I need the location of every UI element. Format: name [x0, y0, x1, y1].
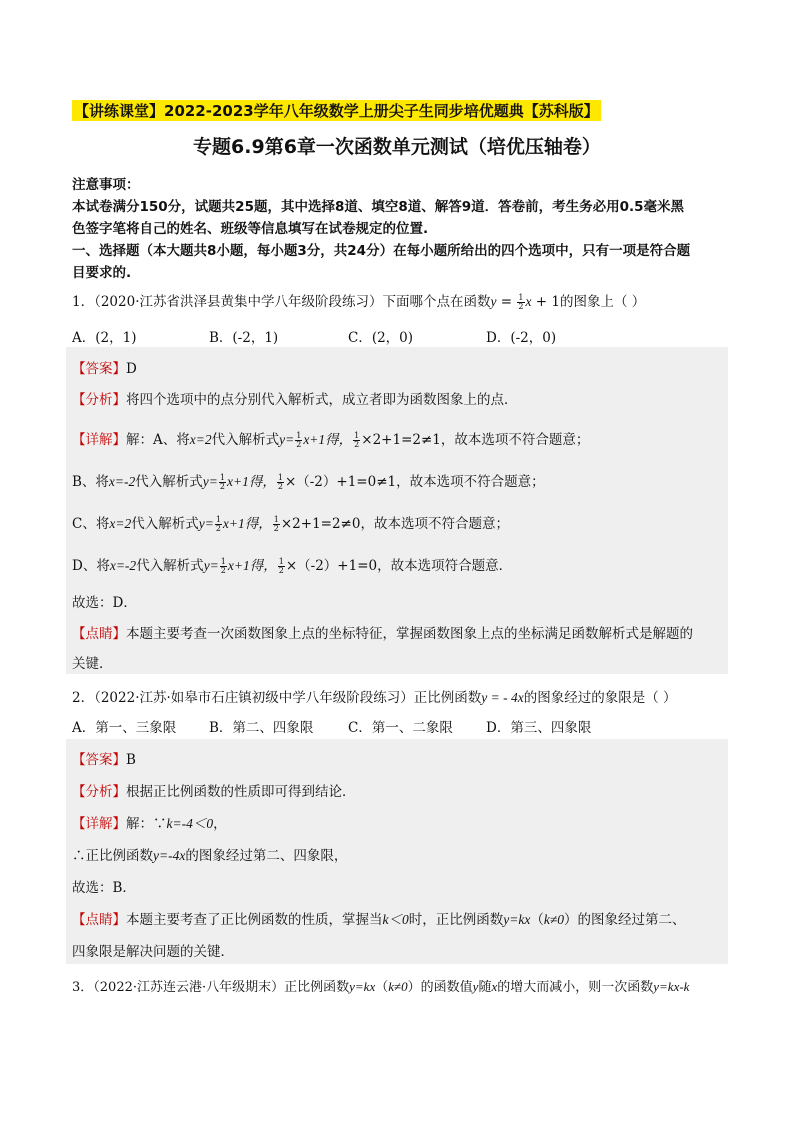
detail-fraction: [219, 474, 226, 491]
detail-text: ×（-2）+1=0≠1，故本选项不符合题意；: [284, 474, 545, 490]
detail-fraction: [273, 516, 280, 533]
comment-tag: 【点睛】: [72, 626, 126, 642]
detail-text: D、将: [72, 558, 110, 574]
q1-fn-x: x: [525, 294, 532, 309]
q3-stem-math: x: [491, 979, 498, 994]
detail-math: x+1得，: [227, 558, 277, 573]
detail-fraction: [277, 474, 284, 491]
fraction-numerator: 1: [296, 431, 302, 440]
fraction-numerator: 1: [354, 431, 360, 440]
answer-value: D: [126, 361, 137, 377]
q1-fn-fraction: [517, 294, 524, 311]
detail-tag: 【详解】: [72, 816, 126, 832]
comment-text: 时，正比例函数: [408, 912, 504, 928]
q2-option-d: D．第三、四象限: [486, 720, 592, 736]
fraction-denominator: 2: [518, 302, 524, 311]
detail-text: 代入解析式: [136, 558, 204, 574]
q1-detail-line-4: [72, 554, 512, 575]
fraction-numerator: 1: [219, 473, 225, 482]
q2-stem-fn: y = - 4x: [481, 690, 524, 705]
q1-detail-line-1: [72, 428, 589, 449]
fraction-denominator: 2: [273, 524, 279, 533]
q2-detail-line-1: [72, 812, 227, 832]
answer-tag: 【答案】: [72, 752, 126, 768]
q1-analysis: [72, 388, 518, 408]
q1-choose: 故选：D．: [72, 595, 137, 611]
detail-math: y=: [203, 558, 219, 573]
detail-math: x+1得，: [222, 516, 272, 531]
detail-math: x=2: [109, 516, 132, 531]
detail-fraction: [220, 558, 227, 575]
q2-detail-line-2: [72, 844, 347, 864]
fraction-denominator: 2: [219, 482, 225, 491]
detail-fraction: [295, 432, 302, 449]
comment-text: 本题主要考查了正比例函数的性质，掌握当: [126, 912, 383, 928]
fraction-numerator: 1: [220, 557, 226, 566]
q3-stem-text: ）的函数值: [407, 980, 473, 995]
q1-detail-line-2: [72, 470, 545, 491]
detail-text: B、将: [72, 474, 109, 490]
detail-text: 代入解析式: [135, 474, 203, 490]
q3-stem-math: k≠0: [388, 979, 408, 994]
comment-math: y=kx: [503, 912, 531, 927]
detail-math: x+1得，: [226, 474, 276, 489]
detail-math: y=: [202, 474, 218, 489]
detail-fraction: [353, 432, 360, 449]
q3-stem-math: y=kx-k: [653, 979, 690, 994]
comment-math: k≠0: [543, 912, 564, 927]
section-heading-1: 一、选择题（本大题共8小题，每小题3分，共24分）在每小题所给出的四个选项中，只有一项是符合题: [72, 243, 691, 259]
notice-line-2: 色签字笔将自己的姓名、班级等信息填写在试卷规定的位置.: [72, 221, 429, 237]
detail-text: 代入解析式: [211, 432, 280, 448]
q2-option-c: C．第一、二象限: [348, 720, 453, 736]
q2-comment-line-2: 四象限是解决问题的关键．: [72, 944, 234, 960]
detail-fraction: [215, 516, 222, 533]
q1-comment-line-2: 关键．: [72, 656, 113, 672]
detail-text: 代入解析式: [131, 516, 199, 532]
detail-text: 解：∵: [126, 816, 167, 832]
q2-option-a: A．第一、三象限: [72, 720, 177, 736]
detail-math: x+1得，: [303, 432, 353, 447]
comment-text: ）的图象经过第二、: [564, 912, 686, 928]
q3-stem-text: （: [375, 980, 389, 995]
q1-stem: [72, 290, 645, 311]
detail-text: ∴正比例函数: [72, 848, 153, 864]
fraction-denominator: 2: [296, 440, 302, 449]
q3-stem-text: 随: [478, 980, 492, 995]
comment-tag: 【点睛】: [72, 912, 126, 928]
fraction-numerator: 1: [277, 473, 283, 482]
q2-stem-tail: 的图象经过的象限是（ ）: [523, 690, 677, 706]
q2-option-b: B．第二、四象限: [209, 720, 314, 736]
q1-option-a: A．(2，1): [72, 330, 137, 346]
answer-tag: 【答案】: [72, 361, 126, 377]
fraction-numerator: 1: [215, 515, 221, 524]
fraction-denominator: 2: [277, 482, 283, 491]
fraction-numerator: 1: [518, 293, 524, 302]
q3-stem-text: 3．（2022·江苏连云港·八年级期末）正比例函数: [72, 980, 350, 995]
detail-math: y=: [198, 516, 214, 531]
q3-stem: [72, 976, 689, 995]
notice-line-1: 本试卷满分150分，试题共25题，其中选择8道、填空8道、解答9道．答卷前，考生务必用0.5毫米黑: [72, 199, 685, 215]
detail-tag: 【详解】: [72, 432, 126, 448]
detail-text: ×2+1=2≠1，故本选项不符合题意；: [361, 432, 590, 448]
detail-math: y=-4x: [153, 848, 186, 863]
q1-comment: [72, 622, 693, 642]
q1-option-d: D．(-2，0): [486, 330, 557, 346]
detail-text: ×（-2）+1=0，故本选项符合题意．: [285, 558, 513, 574]
fraction-denominator: 2: [354, 440, 360, 449]
answer-value: B: [126, 752, 136, 768]
fraction-denominator: 2: [278, 566, 284, 575]
detail-math: x=-2: [109, 558, 137, 573]
fraction-denominator: 2: [220, 566, 226, 575]
detail-math: y=: [279, 432, 295, 447]
q1-option-c: C．(2，0): [348, 330, 414, 346]
detail-math: x=-2: [108, 474, 136, 489]
detail-text: ，: [213, 816, 227, 832]
detail-text: 的图象经过第二、四象限，: [185, 848, 348, 864]
q2-choose: 故选：B．: [72, 880, 136, 896]
analysis-text: 根据正比例函数的性质即可得到结论．: [126, 784, 356, 800]
analysis-tag: 【分析】: [72, 784, 126, 800]
header-banner: 【讲练课堂】2022-2023学年八年级数学上册尖子生同步培优题典【苏科版】: [74, 102, 599, 120]
comment-math: k＜0: [382, 912, 409, 927]
q2-stem-text: 2．（2022·江苏·如皋市石庄镇初级中学八年级阶段练习）正比例函数: [72, 690, 482, 706]
q1-stem-text: 1．（2020·江苏省洪泽县黄集中学八年级阶段练习）下面哪个点在函数: [72, 294, 491, 310]
q1-fn-y: y: [490, 294, 497, 309]
detail-text: ×2+1=2≠0，故本选项不符合题意；: [280, 516, 509, 532]
page-title: 专题6.9第6章一次函数单元测试（培优压轴卷）: [193, 136, 601, 158]
q3-stem-math: y=kx: [349, 979, 376, 994]
q1-answer: [72, 357, 137, 377]
comment-text: 本题主要考查一次函数图象上点的坐标特征，掌握函数图象上点的坐标满足函数解析式是解题的: [126, 626, 693, 642]
detail-text: 解：A、将: [126, 432, 190, 448]
detail-fraction: [278, 558, 285, 575]
q1-option-b: B．(-2，1): [209, 330, 279, 346]
fraction-numerator: 1: [273, 515, 279, 524]
fraction-denominator: 2: [215, 524, 221, 533]
comment-text: （: [530, 912, 544, 928]
detail-math: k=-4＜0: [166, 816, 214, 831]
section-heading-2: 目要求的.: [72, 265, 132, 281]
analysis-text: 将四个选项中的点分别代入解析式，成立者即为函数图象上的点．: [126, 392, 518, 408]
q2-analysis: [72, 780, 356, 800]
q1-detail-line-3: [72, 512, 509, 533]
q2-stem: [72, 686, 677, 706]
fraction-numerator: 1: [278, 557, 284, 566]
q1-stem-tail: 的图象上（ ）: [559, 294, 646, 310]
detail-text: C、将: [72, 516, 110, 532]
q1-fn-rest: + 1: [531, 294, 560, 310]
q3-stem-text: 的增大而减小，则一次函数: [497, 980, 654, 995]
detail-math: x=2: [189, 432, 212, 447]
analysis-tag: 【分析】: [72, 392, 126, 408]
q1-fn-eq: =: [496, 294, 517, 310]
q3-stem-math: y: [472, 979, 479, 994]
q2-answer: [72, 748, 136, 768]
q2-comment: [72, 908, 686, 928]
notice-heading: 注意事项：: [72, 177, 140, 193]
